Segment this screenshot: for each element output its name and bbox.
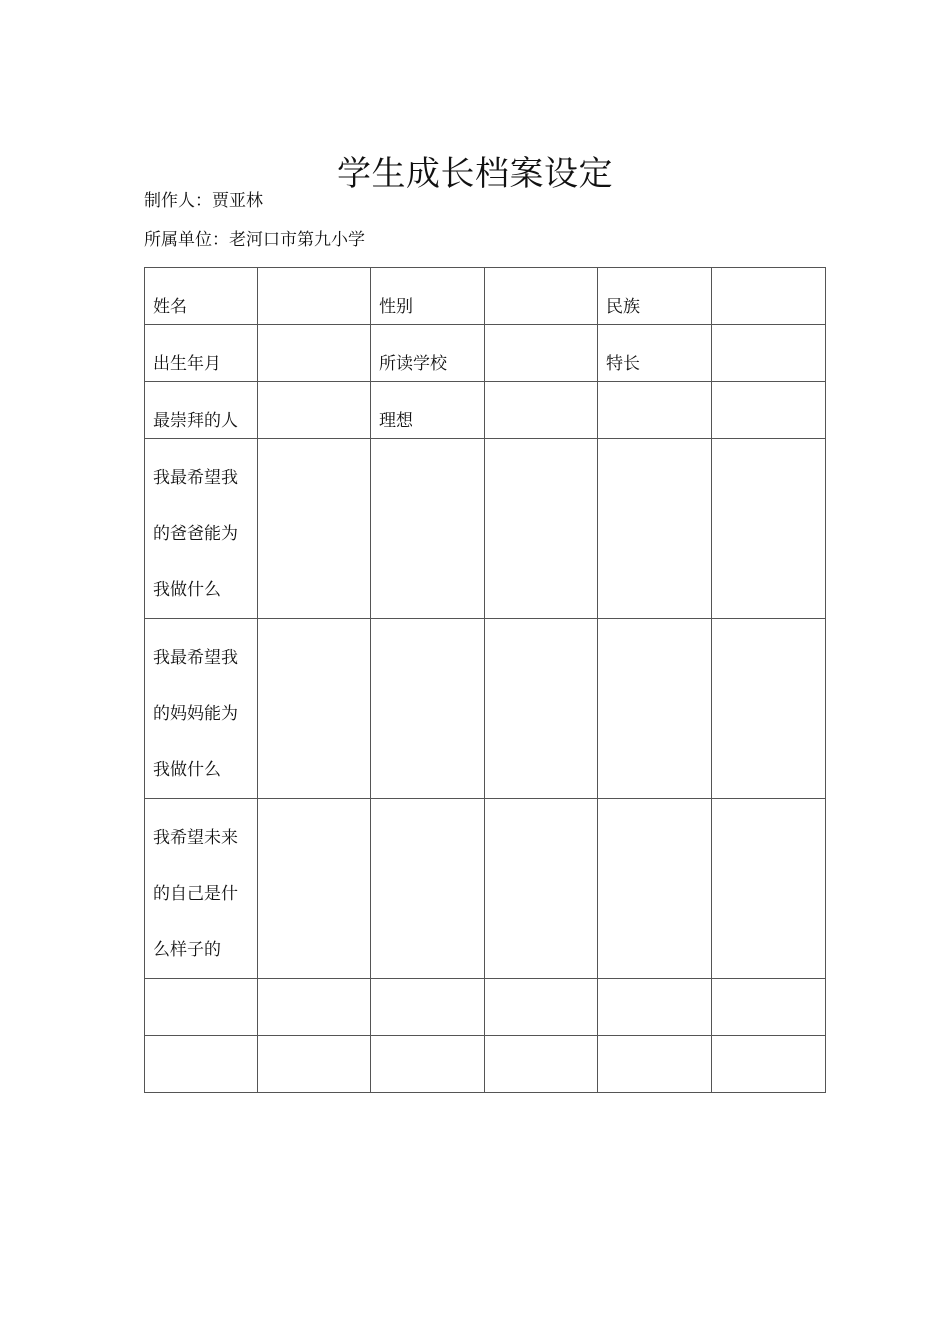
table-row-basic-info	[145, 268, 826, 325]
table-row-idol-ideal	[145, 382, 826, 439]
value-ideal-3[interactable]	[712, 382, 826, 439]
value-birth-date[interactable]	[258, 325, 371, 382]
label-name: 姓名	[145, 268, 258, 325]
label-school: 所读学校	[371, 325, 485, 382]
label-father-wish	[145, 439, 258, 619]
label-mother-wish	[145, 619, 258, 799]
blank-cell[interactable]	[258, 1036, 371, 1093]
blank-cell[interactable]	[371, 979, 485, 1036]
answer-cell[interactable]	[712, 439, 826, 619]
unit-line: 所属单位：老河口市第九小学	[144, 230, 365, 250]
value-school[interactable]	[485, 325, 598, 382]
answer-cell[interactable]	[712, 619, 826, 799]
value-idol[interactable]	[258, 382, 371, 439]
page-title: 学生成长档案设定	[337, 153, 613, 194]
answer-cell[interactable]	[258, 799, 371, 979]
blank-cell[interactable]	[598, 979, 712, 1036]
label-gender: 性别	[371, 268, 485, 325]
mother-wish-text: 我最希望我的妈妈能为我做什么	[153, 648, 238, 780]
table-row-father-wish	[145, 439, 826, 619]
table-row-mother-wish	[145, 619, 826, 799]
answer-cell[interactable]	[258, 439, 371, 619]
blank-cell[interactable]	[258, 979, 371, 1036]
blank-cell[interactable]	[371, 1036, 485, 1093]
label-ideal: 理想	[371, 382, 485, 439]
label-idol: 最崇拜的人	[145, 382, 258, 439]
blank-cell[interactable]	[712, 979, 826, 1036]
answer-cell[interactable]	[258, 619, 371, 799]
table-row-blank	[145, 1036, 826, 1093]
blank-cell[interactable]	[485, 1036, 598, 1093]
answer-cell[interactable]	[485, 799, 598, 979]
blank-cell[interactable]	[712, 1036, 826, 1093]
answer-cell[interactable]	[485, 619, 598, 799]
label-birth-date: 出生年月	[145, 325, 258, 382]
label-ethnicity: 民族	[598, 268, 712, 325]
answer-cell[interactable]	[371, 619, 485, 799]
blank-cell[interactable]	[598, 1036, 712, 1093]
value-ethnicity[interactable]	[712, 268, 826, 325]
table-row-future-self	[145, 799, 826, 979]
blank-cell[interactable]	[145, 979, 258, 1036]
value-ideal-2[interactable]	[598, 382, 712, 439]
answer-cell[interactable]	[371, 439, 485, 619]
blank-cell[interactable]	[145, 1036, 258, 1093]
father-wish-text: 我最希望我的爸爸能为我做什么	[153, 468, 238, 600]
future-self-text: 我希望未来的自己是什么样子的	[153, 828, 238, 960]
table-row-blank	[145, 979, 826, 1036]
blank-cell[interactable]	[485, 979, 598, 1036]
value-name[interactable]	[258, 268, 371, 325]
value-gender[interactable]	[485, 268, 598, 325]
answer-cell[interactable]	[598, 619, 712, 799]
label-specialty: 特长	[598, 325, 712, 382]
answer-cell[interactable]	[598, 439, 712, 619]
answer-cell[interactable]	[485, 439, 598, 619]
author-line: 制作人：贾亚林	[144, 191, 263, 211]
table-row-school-info	[145, 325, 826, 382]
value-ideal-1[interactable]	[485, 382, 598, 439]
answer-cell[interactable]	[598, 799, 712, 979]
label-future-self	[145, 799, 258, 979]
value-specialty[interactable]	[712, 325, 826, 382]
answer-cell[interactable]	[371, 799, 485, 979]
answer-cell[interactable]	[712, 799, 826, 979]
profile-table	[144, 267, 826, 1093]
